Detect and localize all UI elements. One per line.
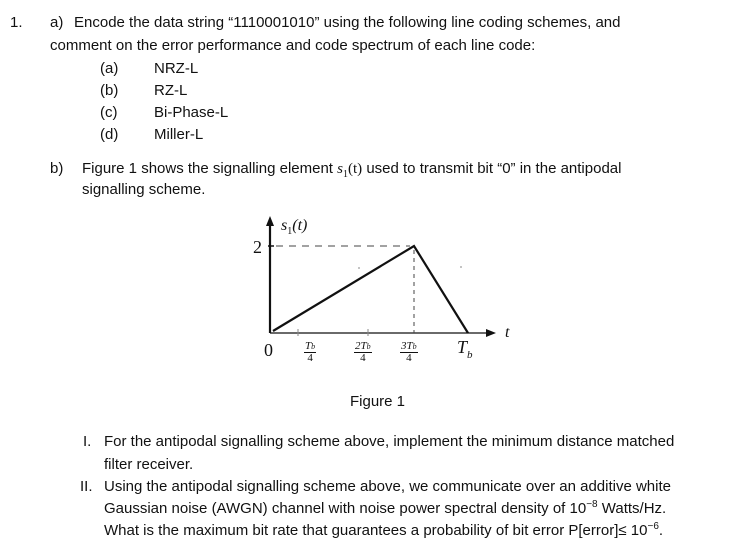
- part-b-symbol-arg: (t): [347, 161, 363, 177]
- x-tick-tb4-den: 4: [307, 352, 313, 364]
- question-number: 1.: [10, 14, 23, 31]
- part-a-line2: comment on the error performance and code spectrum of each line code:: [50, 37, 536, 54]
- x-tick-2tb4-num-main: 2T: [355, 340, 367, 352]
- x-tick-tb: [457, 337, 473, 361]
- signal-waveform: [273, 246, 468, 333]
- subpart-ii-line3-pre: What is the maximum bit rate that guarantees a probability of bit error P[error]≤ 10: [104, 522, 648, 539]
- subpart-ii-line2-exp: −8: [586, 499, 598, 510]
- x-tick-tb4-num-sub: b: [311, 342, 316, 351]
- x-axis-label: t: [505, 324, 510, 341]
- subpart-ii-line3-post: .: [658, 522, 664, 539]
- y-axis-label-s: s: [281, 217, 288, 234]
- x-tick-2tb4-num-sub: b: [366, 342, 371, 351]
- part-b-line1-post: used to transmit bit “0” in the antipodal: [362, 160, 622, 177]
- y-tick-label: 2: [253, 237, 262, 257]
- y-axis-arrow: [266, 216, 274, 226]
- x-axis-arrow: [486, 329, 496, 337]
- item-d-text: Miller-L: [154, 126, 204, 143]
- subpart-ii-line2-post: Watts/Hz.: [597, 500, 667, 517]
- item-a-label: (a): [100, 60, 119, 77]
- subpart-ii-line2-pre: Gaussian noise (AWGN) channel with noise power spectral density of 10: [104, 500, 587, 517]
- part-b-symbol: s: [337, 161, 343, 177]
- x-tick-3tb4-den: 4: [406, 352, 412, 364]
- item-d-label: (d): [100, 126, 119, 143]
- item-a-text: NRZ-L: [154, 60, 199, 77]
- figure-caption: Figure 1: [350, 393, 406, 410]
- item-b-label: (b): [100, 82, 119, 99]
- x-tick-3tb4-num-sub: b: [412, 342, 417, 351]
- y-axis-label-arg: (t): [292, 217, 308, 234]
- x-tick-3tb4-num-main: 3T: [401, 340, 413, 352]
- y-axis-label: [281, 217, 307, 235]
- part-a-line1: Encode the data string “1110001010” using the following line coding schemes, and: [74, 14, 621, 31]
- part-b-symbol-sub: 1: [342, 169, 348, 180]
- origin-label: 0: [264, 340, 273, 360]
- part-b-label: b): [50, 160, 64, 177]
- part-b-line1-pre: Figure 1 shows the signalling element: [82, 160, 338, 177]
- x-tick-tb-main: T: [457, 337, 468, 357]
- subpart-i-line1: For the antipodal signalling scheme above, implement the minimum distance matched: [104, 433, 675, 450]
- subpart-ii-line3-exp: −6: [647, 521, 659, 532]
- item-c-text: Bi-Phase-L: [154, 104, 229, 121]
- x-tick-tb4-num-main: T: [305, 340, 312, 352]
- subpart-ii-label: II.: [80, 478, 93, 495]
- x-tick-3tb4: [400, 341, 418, 364]
- y-axis-label-sub: 1: [287, 226, 293, 237]
- x-tick-2tb4: [354, 341, 372, 364]
- item-c-label: (c): [100, 104, 118, 121]
- subpart-ii-line3: [104, 522, 663, 540]
- x-tick-tb-sub: b: [467, 349, 473, 361]
- subpart-ii-line1: Using the antipodal signalling scheme above, we communicate over an additive white: [104, 478, 671, 495]
- subpart-ii-line2: [104, 500, 666, 518]
- part-b-line2: signalling scheme.: [82, 181, 206, 198]
- subpart-i-line2: filter receiver.: [104, 456, 194, 473]
- item-b-text: RZ-L: [154, 82, 188, 99]
- x-tick-tb4: [304, 341, 316, 364]
- part-b-line1: [82, 160, 621, 178]
- part-a-label: a): [50, 14, 64, 31]
- x-tick-2tb4-den: 4: [360, 352, 366, 364]
- subpart-i-label: I.: [83, 433, 92, 450]
